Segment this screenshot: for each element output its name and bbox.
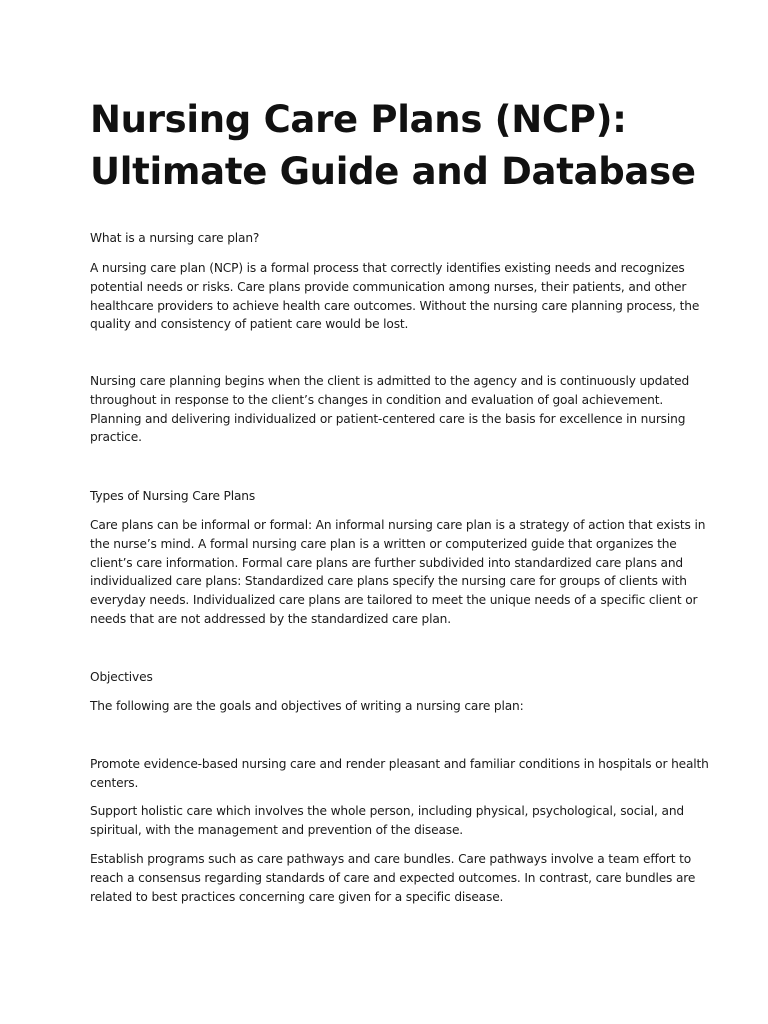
text-line: Establish programs such as care pathways and care bundles. Care pathways involve a team effort to: [90, 852, 692, 866]
text-line: needs that are not addressed by the standardized care plan.: [90, 611, 451, 626]
text-line: Nursing care planning begins when the client is admitted to the agency and is continuously updated: [90, 374, 690, 388]
text-line: individualized care plans: Standardized care plans specify the nursing care for groups of clients with: [90, 574, 687, 589]
text-line: A nursing care plan (NCP) is a formal process that correctly identifies existing needs and recognizes: [90, 261, 685, 275]
heading-types: Types of Nursing Care Plans: [90, 489, 256, 503]
text-line: throughout in response to the client’s changes in condition and evaluation of goal achievement.: [90, 392, 664, 407]
text-line: Planning and delivering individualized or patient-centered care is the basis for excellence in nursing: [90, 411, 686, 426]
text-line: centers.: [90, 775, 139, 790]
text-line: Promote evidence-based nursing care and render pleasant and familiar conditions in hospitals or health: [90, 757, 709, 771]
text-line: quality and consistency of patient care would be lost.: [90, 317, 409, 332]
paragraph-definition: [90, 259, 700, 334]
objective-item: [90, 755, 709, 793]
heading-objectives: Objectives: [90, 670, 153, 684]
text-line: the nurse’s mind. A formal nursing care plan is a written or computerized guide that organizes the: [90, 536, 677, 551]
text-line: potential needs or risks. Care plans provide communication among nurses, their patients, and other: [90, 279, 687, 294]
paragraph-types: [90, 516, 706, 629]
text-line: practice.: [90, 430, 142, 445]
objective-item: [90, 850, 696, 906]
objective-item: [90, 802, 684, 840]
paragraph-planning: [90, 372, 690, 447]
page-title: [90, 94, 710, 198]
title-line: Nursing Care Plans (NCP):: [90, 98, 627, 141]
paragraph-objectives-intro: The following are the goals and objectives of writing a nursing care plan:: [90, 699, 524, 713]
text-line: reach a consensus regarding standards of care and expected outcomes. In contrast, care bundles are: [90, 870, 696, 885]
title-line: Ultimate Guide and Database: [90, 150, 696, 193]
question-what-is-ncp: What is a nursing care plan?: [90, 231, 260, 245]
text-line: everyday needs. Individualized care plans are tailored to meet the unique needs of a specific client or: [90, 593, 698, 608]
text-line: healthcare providers to achieve health care outcomes. Without the nursing care planning process, the: [90, 298, 700, 313]
text-line: spiritual, with the management and prevention of the disease.: [90, 822, 464, 837]
text-line: Care plans can be informal or formal: An informal nursing care plan is a strategy of action that exists in: [90, 518, 706, 532]
text-line: related to best practices concerning care given for a specific disease.: [90, 889, 504, 904]
text-line: client’s care information. Formal care plans are further subdivided into standardized care plans and: [90, 555, 683, 570]
text-line: Support holistic care which involves the whole person, including physical, psychological, social, and: [90, 804, 684, 818]
